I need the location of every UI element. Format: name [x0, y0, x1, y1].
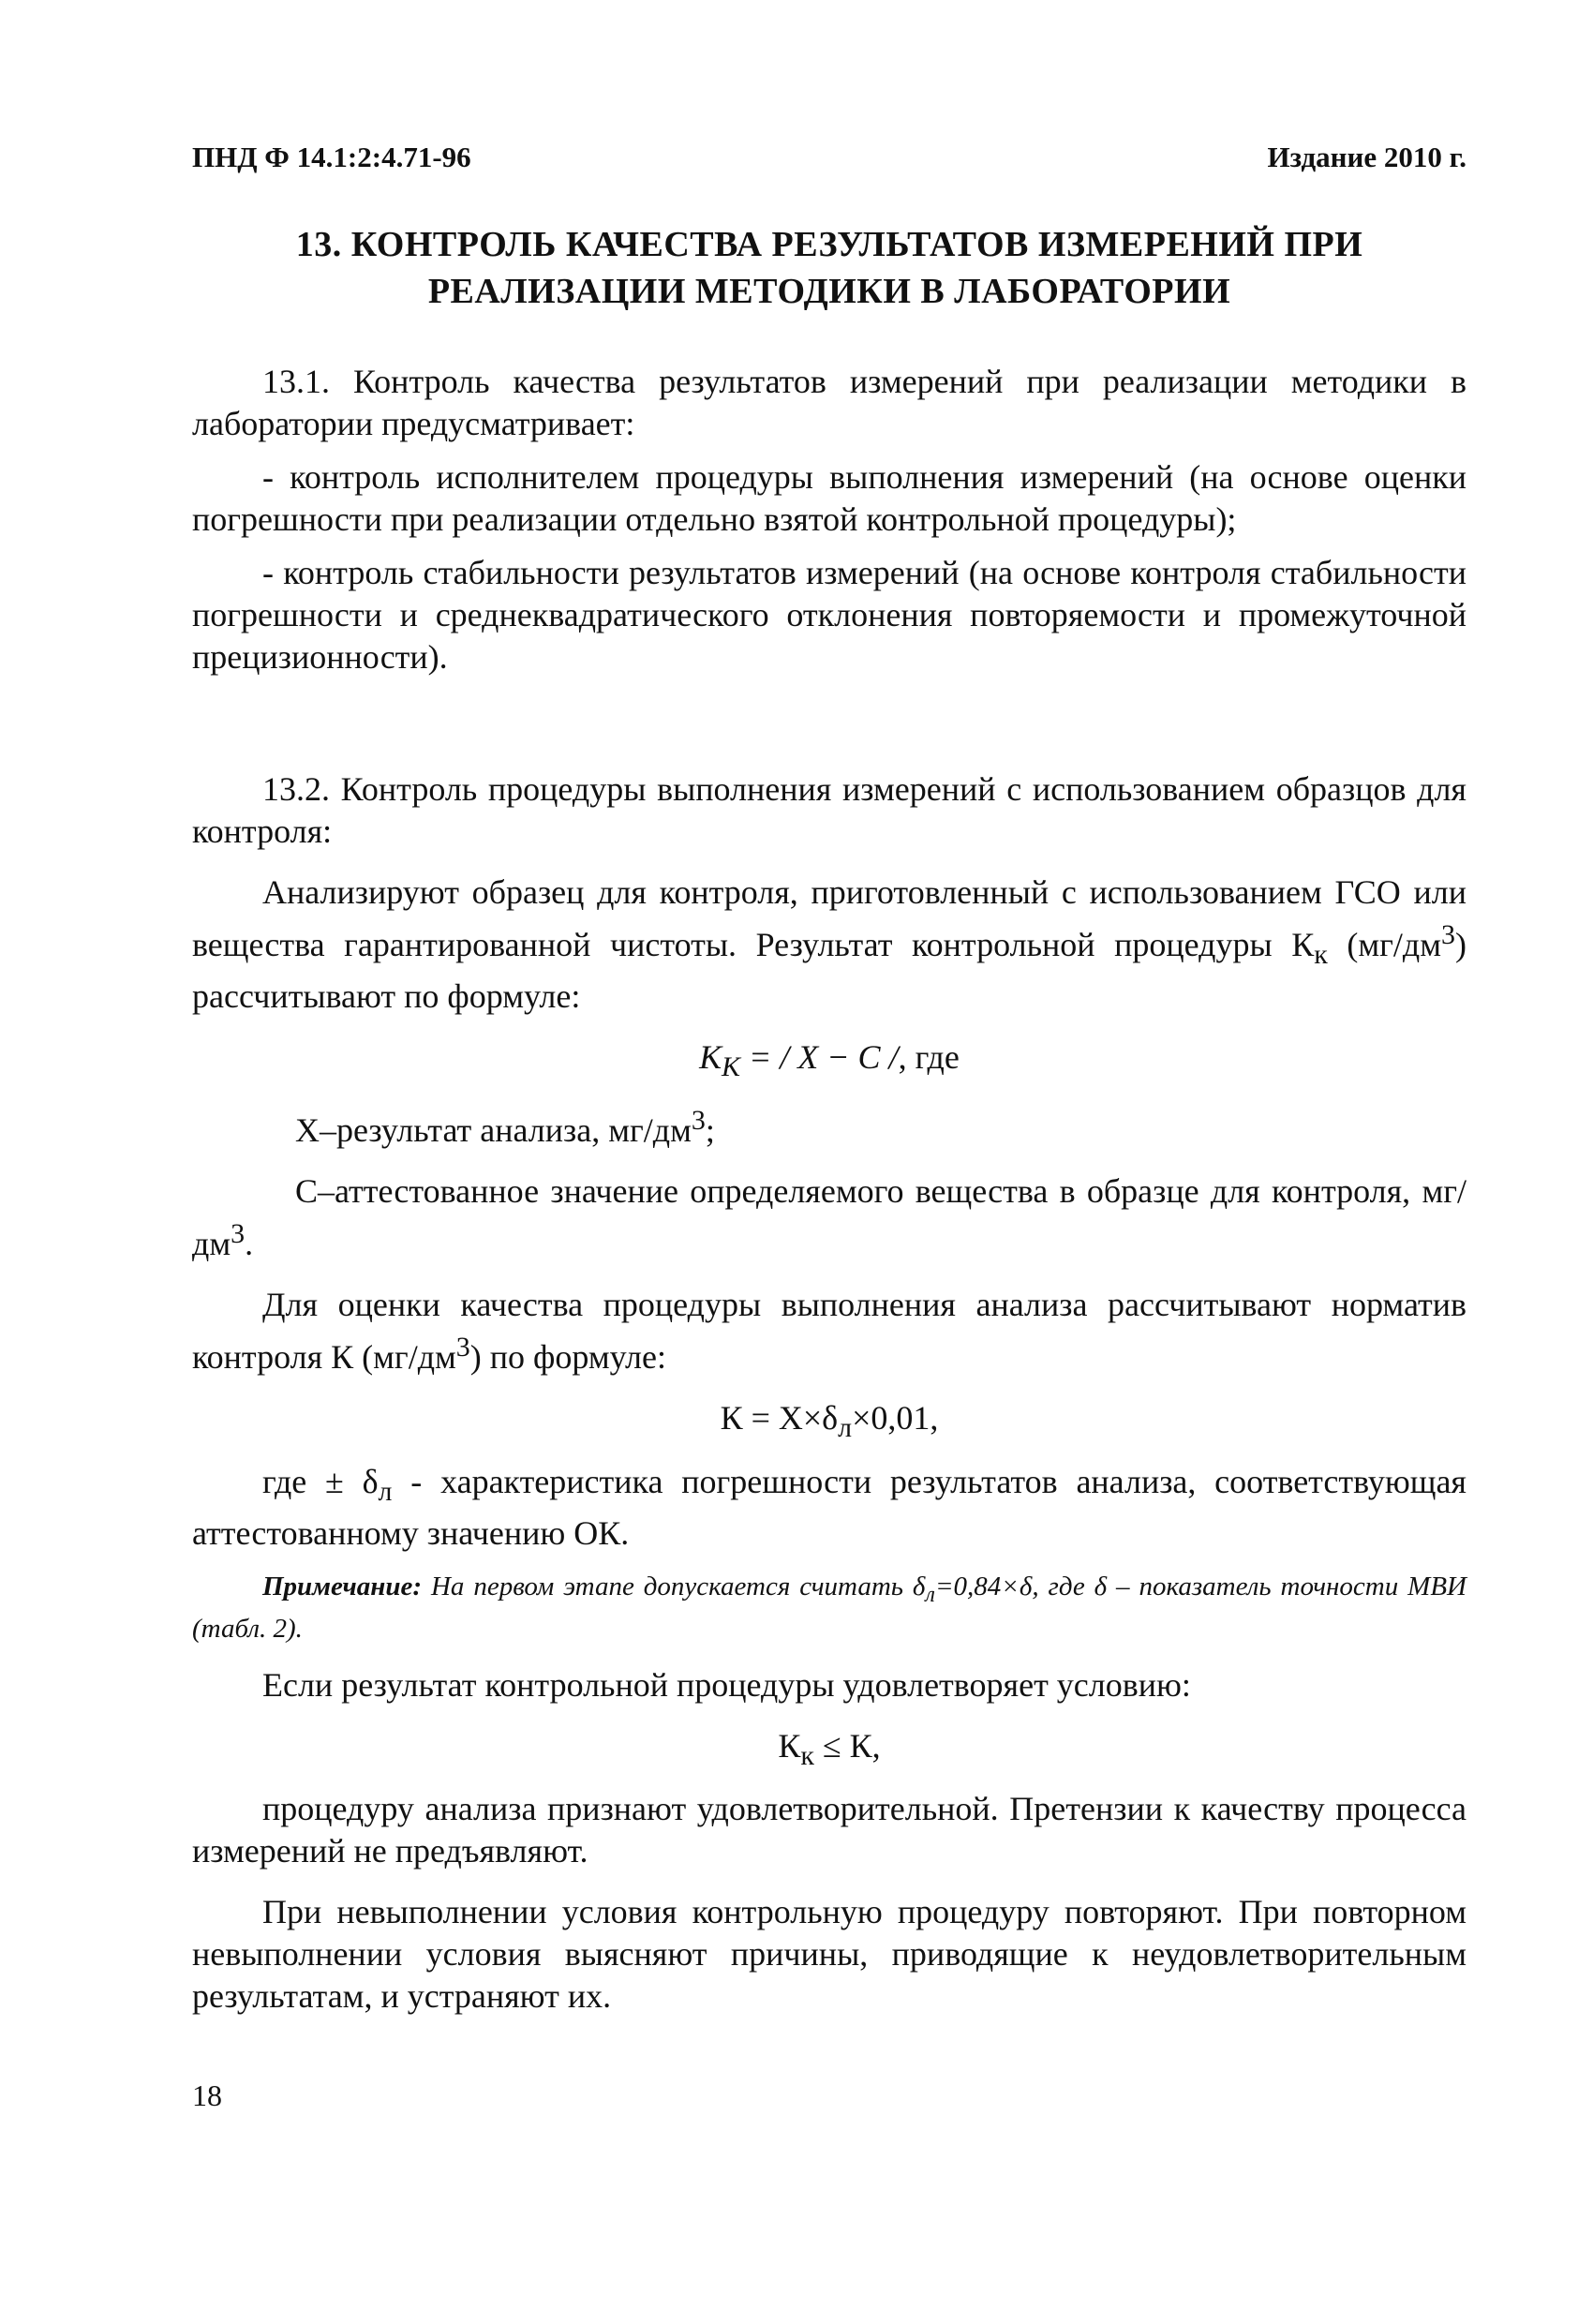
section-title — [192, 221, 1466, 315]
paragraph-where-delta: где ± $\delta_л$ - характеристика погрешности результатов анализа, соответствующая аттестованному значению ОК. — [192, 1462, 1466, 1552]
paragraph-control-norm: Для оценки качества процедуры выполнения анализа рассчитывают норматив контроля К $(мг/дм^3)$ по формуле: — [192, 1286, 1466, 1377]
formula-control-norm: $К = X\times\delta_л\times 0,01$, — [720, 1399, 939, 1444]
list-item-control-stability: - контроль стабильности результатов измерений (на основе контроля стабильности погрешности и среднеквадратического отклонения повторяемости и промежуточной прецизионности). — [192, 554, 1466, 676]
paragraph-condition: Если результат контрольной процедуры удовлетворяет условию: — [262, 1665, 1191, 1704]
paragraph-13-1-intro: 13.1. Контроль качества результатов измерений при реализации методики в лаборатории предусматривает: — [192, 363, 1466, 442]
page-number: 18 — [192, 2078, 222, 2112]
formula-control-result: $К_К$ = / X − C /, где — [699, 1038, 960, 1083]
document-code: ПНД Ф 14.1:2:4.71-96 — [192, 141, 471, 173]
formula-condition: $К_к \le К$, — [778, 1726, 881, 1771]
section-title-line-1: 13. КОНТРОЛЬ КАЧЕСТВА РЕЗУЛЬТАТОВ ИЗМЕРЕНИЙ ПРИ — [295, 225, 1363, 264]
document-body — [192, 361, 1466, 2018]
paragraph-satisfactory: процедуру анализа признают удовлетворительной. Претензии к качеству процесса измерений не предъявляют. — [192, 1789, 1466, 1870]
page-header — [192, 141, 1466, 174]
section-title-line-2: РЕАЛИЗАЦИИ МЕТОДИКИ В ЛАБОРАТОРИИ — [427, 272, 1231, 311]
definition-x: X–результат анализа, $мг/дм^3$; — [295, 1105, 715, 1150]
note: Примечание: На первом этапе допускается считать $\delta_л=0,84\times\delta$, где δ – показатель точности МВИ (табл. 2). — [192, 1571, 1466, 1644]
paragraph-analysis: Анализируют образец для контроля, приготовленный с использованием ГСО или вещества гарантированной чистоты. Результат контрольной процедуры $К_к$ $(мг/дм^3)$ рассчитывают по формуле: — [192, 873, 1466, 1016]
definition-c: С–аттестованное значение определяемого вещества в образце для контроля, $мг/дм^3$. — [192, 1172, 1466, 1263]
edition-label: Издание 2010 г. — [1267, 141, 1466, 173]
paragraph-13-2-intro: 13.2. Контроль процедуры выполнения измерений с использованием образцов для контроля: — [192, 770, 1466, 850]
list-item-control-procedure: - контроль исполнителем процедуры выполнения измерений (на основе оценки погрешности при реализации отдельно взятой контрольной процедуры); — [192, 458, 1466, 538]
paragraph-repeat: При невыполнении условия контрольную процедуру повторяют. При повторном невыполнении условия выясняют причины, приводящие к неудовлетворительным результатам, и устраняют их. — [192, 1892, 1466, 2015]
